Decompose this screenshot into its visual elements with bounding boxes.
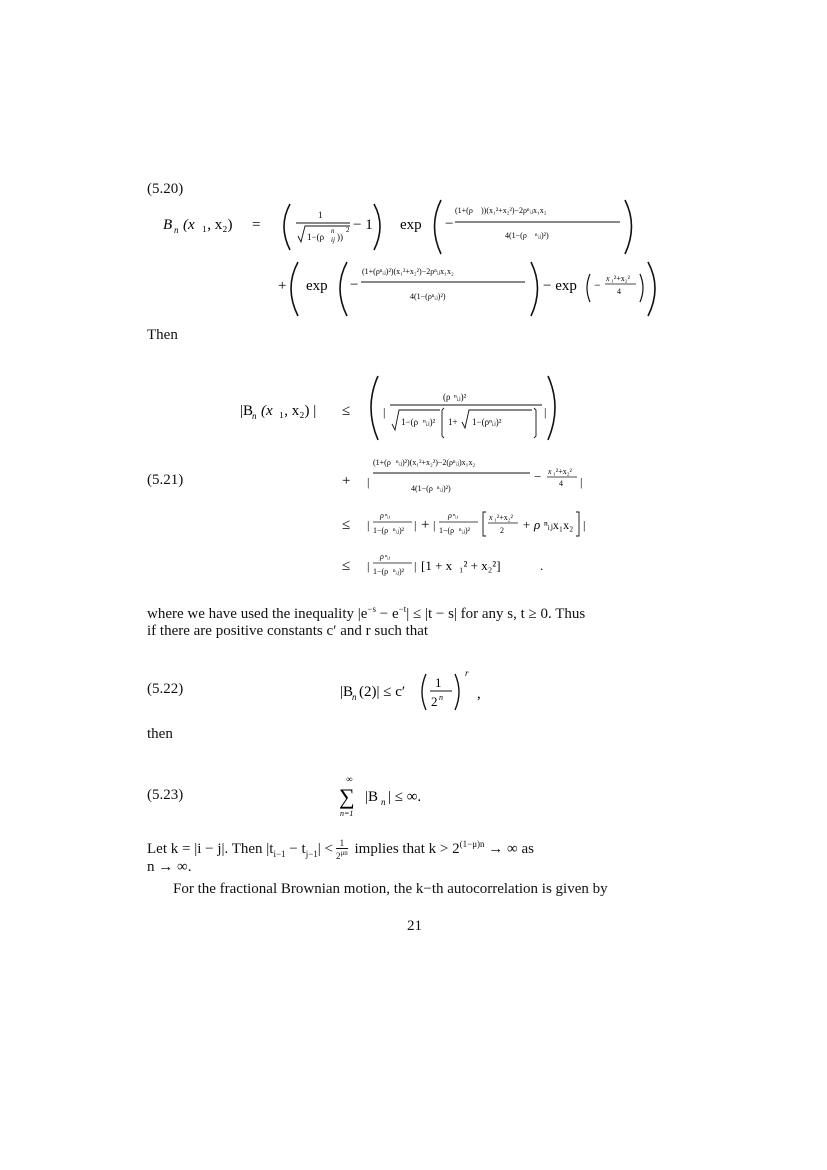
eq-5-22-frac-num: 1	[435, 675, 442, 690]
let-fraction	[336, 839, 348, 861]
abs-bar: |	[414, 559, 417, 573]
equation-5-20	[150, 196, 680, 321]
eq-5-20-exp-den: 4(1−(ρ	[505, 231, 527, 240]
text-let-e: → ∞ as	[484, 841, 534, 857]
t2-den-rest: ⁿᵢⱼ)²)	[437, 484, 451, 493]
abs-bar: |	[414, 518, 417, 532]
paragraph-if: if there are positive constants c′ and r such that	[147, 623, 429, 639]
eq-5-21-t1-den-a: 1−(ρ	[401, 417, 419, 427]
eq-5-21-r3-a-num: ρ	[380, 511, 384, 520]
eq-5-21-rel2: ≤	[342, 517, 351, 533]
eq-5-21-plus: +	[342, 473, 351, 489]
eq-5-22-lhs-sub: n	[352, 692, 357, 702]
eq-5-23-body-rest: | ≤ ∞.	[388, 789, 422, 805]
abs-bar: |	[544, 405, 547, 419]
eq-5-23-body-sub: n	[381, 797, 386, 807]
equation-number-5-23: (5.23)	[147, 787, 184, 803]
eq-5-21-t2-minus: −	[534, 469, 542, 484]
eq-5-21-r3-b-den: 1−(ρ	[439, 526, 455, 535]
eq-5-21-t2-frac-num: x	[548, 467, 552, 476]
abs-bar: |	[580, 475, 583, 489]
eq-5-22-comma: ,	[477, 686, 481, 702]
last-num-rest: ₁²+x₂²	[611, 274, 630, 283]
let-frac-num: 1	[336, 839, 348, 849]
paren-right	[531, 262, 538, 316]
eq-5-22-power: r	[465, 668, 469, 678]
abs-bar: |	[367, 559, 370, 573]
r3-b-num-rest: ⁿᵢⱼ	[453, 512, 459, 520]
den-close: ))	[337, 232, 343, 242]
paren-left	[587, 274, 590, 302]
eq-5-22-frac-den-sup: n	[439, 693, 443, 702]
abs-bar: |	[383, 405, 386, 419]
paragraph-then-2: then	[147, 726, 173, 742]
t1-num-rest: ⁿᵢⱼ)²	[454, 392, 467, 402]
den-sq: 2	[346, 226, 350, 234]
eq-5-20-frac1-den: 1−(ρ	[307, 232, 325, 242]
equation-number-5-21: (5.21)	[147, 472, 184, 488]
bracket-left	[442, 408, 444, 438]
eq-5-20-minus-exp: − exp	[543, 278, 577, 294]
paragraph-fbm: For the fractional Brownian motion, the k−th autocorrelation is given by	[173, 881, 608, 897]
t1-den-a-rest: ⁿᵢⱼ)²	[423, 417, 436, 427]
abs-bar: |	[367, 518, 370, 532]
t2-num-rest: ⁿᵢⱼ)²)(x₁²+x₂²)−2(ρⁿᵢⱼ)x₁x₂	[396, 458, 476, 467]
minus-sign: −	[445, 216, 454, 232]
r3-br-num-rest: ₁²+x₂²	[494, 513, 513, 522]
eq-5-20-lhs-args: (x	[183, 217, 195, 233]
minus-sign: −	[350, 277, 359, 293]
eq-5-20-lhs-args-rest: ₁, x₂)	[202, 217, 233, 233]
eq-5-21-r4-tail: [1 + x	[421, 558, 453, 573]
eq-5-21-t2-frac-den: 4	[559, 479, 563, 488]
paragraph-n-limit: n → ∞.	[147, 859, 192, 875]
r3-a-num-rest: ⁿᵢⱼ	[385, 512, 391, 520]
eq-5-20-lhs: B	[163, 217, 173, 233]
eq-5-21-r3-a-den: 1−(ρ	[373, 526, 389, 535]
exp2-num: (1+(ρⁿᵢⱼ)²)(x₁²+x₂²)−2ρⁿᵢⱼx₁x₂	[362, 267, 454, 276]
den-sup: n	[331, 227, 335, 235]
text-let-sup3: (1−μ)n	[459, 839, 485, 849]
minus-sign: −	[594, 278, 601, 292]
text-where-sup1: −s	[367, 604, 376, 614]
eq-5-20-exp: exp	[400, 217, 422, 233]
paragraph-then: Then	[147, 327, 178, 343]
exp2-den: 4(1−(ρⁿᵢⱼ)²)	[410, 292, 446, 301]
r3-b-den-rest: ⁿᵢⱼ)²	[459, 526, 471, 535]
r4-tail-rest: ₁² + x₂²]	[459, 558, 501, 573]
t1-den-b-rest: 1−(ρⁿᵢⱼ)²	[472, 417, 502, 427]
eq-5-22-lhs-rest: (2)| ≤ c′	[359, 684, 406, 700]
paren-left	[371, 376, 378, 440]
eq-5-21-rel3: ≤	[342, 558, 351, 574]
eq-5-21-r3-b-num: ρ	[448, 511, 452, 520]
paren-right	[548, 376, 555, 440]
let-frac-den-sup: μn	[340, 848, 348, 857]
paren-right	[374, 204, 380, 250]
paren-left	[340, 262, 347, 316]
eq-5-20-plus: +	[278, 278, 287, 294]
paren-left	[422, 674, 426, 710]
eq-5-23-sum-sym: ∑	[339, 784, 355, 809]
abs-bar: |	[367, 475, 370, 489]
exp-num-mid: ))(x₁²+x₂²)−2ρⁿᵢⱼx₁x₂	[481, 206, 547, 215]
text-let-b: − t	[285, 841, 306, 857]
equation-5-21	[230, 372, 590, 587]
r4-num-rest: ⁿᵢⱼ	[385, 553, 391, 561]
text-let-sub2: j−1	[305, 849, 318, 859]
eq-5-21-r4-num: ρ	[380, 552, 384, 561]
bracket-right	[576, 512, 579, 536]
text-let-d: implies that k > 2	[350, 841, 460, 857]
paren-left	[284, 204, 290, 250]
eq-5-21-t2-den: 4(1−(ρ	[411, 484, 433, 493]
paragraph-let-k	[147, 833, 692, 865]
eq-5-20-minus-one: − 1	[353, 217, 373, 233]
eq-5-21-lhs-sub: n	[252, 411, 257, 421]
eq-5-21-t1-den-b: 1+	[448, 417, 458, 427]
let-frac-den: 2	[335, 850, 341, 861]
eq-5-21-lhs-args: (x	[261, 403, 273, 419]
eq-5-22-lhs: |B	[340, 684, 354, 700]
equation-5-22	[330, 662, 500, 712]
paren-left	[435, 200, 442, 254]
page-number: 21	[407, 918, 422, 934]
lhs-args-rest: ₁, x₂) |	[279, 403, 317, 419]
eq-5-21-rel1: ≤	[342, 403, 351, 419]
equation-number-5-22: (5.22)	[147, 681, 184, 697]
eq-5-21-r3-br-den: 2	[500, 526, 504, 535]
paren-right	[455, 674, 459, 710]
eq-5-21-t1-num: (ρ	[443, 392, 451, 402]
eq-5-21-r3-plus: +	[421, 517, 430, 533]
eq-5-23-sum-top: ∞	[346, 774, 353, 784]
bracket-right	[534, 408, 536, 438]
text-let-sub1: i−1	[273, 849, 286, 859]
text-let-a: Let k = |i − j|. Then |t	[147, 841, 274, 857]
eq-5-20-frac1-num: 1	[318, 210, 323, 220]
equation-5-23	[335, 770, 475, 825]
abs-bar: |	[583, 518, 586, 532]
eq-5-21-r4-dot: .	[540, 558, 544, 573]
eq-5-20-last-den: 4	[617, 287, 621, 296]
paren-left	[291, 262, 298, 316]
abs-bar: |	[433, 518, 436, 532]
den-sub: ij	[331, 236, 335, 244]
t2-frac-num-rest: ₁²+x₂²	[553, 467, 572, 476]
eq-5-21-r3-br-num: x	[489, 513, 493, 522]
text-where-c: | ≤ |t − s| for any s, t ≥ 0. Thus	[406, 606, 586, 622]
exp-den-rest: ⁿᵢⱼ)²)	[535, 231, 549, 240]
eq-5-21-lhs: |B	[240, 403, 254, 419]
eq-5-20-exp-num: (1+(ρ	[455, 206, 473, 215]
eq-5-21-t2-num: (1+(ρ	[373, 458, 391, 467]
text-where-a: where we have used the inequality |e	[147, 606, 368, 622]
eq-5-23-sum-bot: n=1	[340, 809, 354, 818]
eq-5-20-lhs-sub: n	[174, 225, 179, 235]
eq-5-21-r4-den: 1−(ρ	[373, 567, 389, 576]
text-where-b: − e	[376, 606, 399, 622]
eq-5-20-exp2: exp	[306, 278, 328, 294]
r3-tail-rest: ⁿᵢⱼx₁x₂	[544, 518, 574, 532]
eq-5-20-equals: =	[252, 217, 261, 233]
r3-a-den-rest: ⁿᵢⱼ)²	[393, 526, 405, 535]
text-where-sup2: −t	[398, 604, 407, 614]
paren-right	[640, 274, 643, 302]
equation-number-5-20: (5.20)	[147, 181, 184, 197]
eq-5-21-r3-tail: + ρ	[522, 517, 541, 532]
eq-5-23-body: |B	[365, 789, 379, 805]
paren-right	[625, 200, 632, 254]
eq-5-22-frac-den: 2	[431, 694, 438, 709]
eq-5-20-last-num: x	[606, 274, 610, 283]
paren-right	[648, 262, 655, 316]
r4-den-rest: ⁿᵢⱼ)²	[393, 567, 405, 576]
bracket-left	[483, 512, 486, 536]
text-let-c: | <	[317, 841, 333, 857]
